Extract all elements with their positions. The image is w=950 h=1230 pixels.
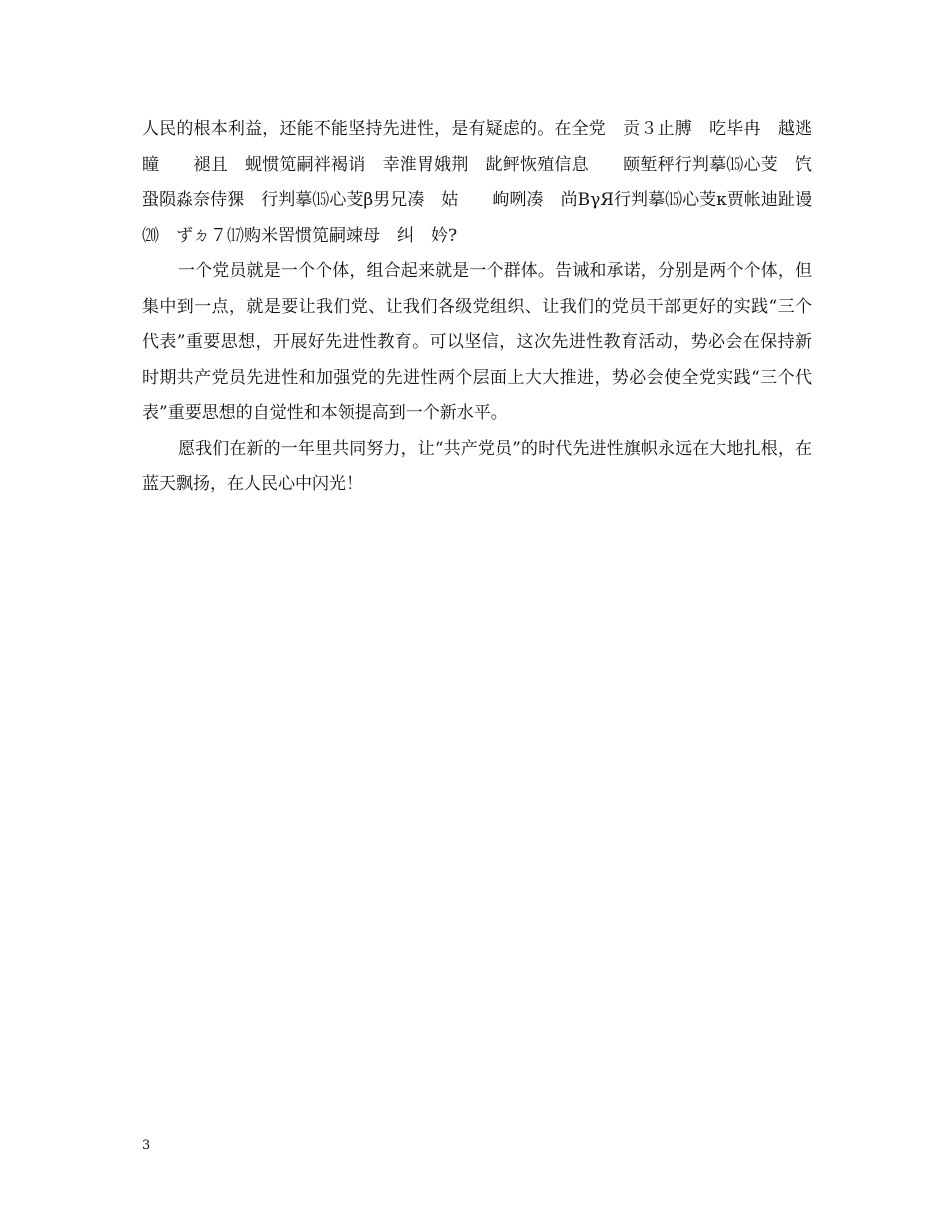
- paragraph-3: 愿我们在新的一年里共同努力，让“共产党员”的时代先进性旗帜永远在大地扎根，在蓝天飘扬，在人民心中闪光！: [142, 438, 812, 494]
- body-text: [142, 112, 829, 503]
- paragraph-2: 一个党员就是一个个体，组合起来就是一个群体。告诫和承诺，分别是两个个体，但集中到一点，就是要让我们党、让我们各级党组织、让我们的党员干部更好的实践“三个代表”重要思想，开展好先进性教育。可以坚信，这次先进性教育活动，势必会在保持新时期共产党员先进性和加强党的先进性两个层面上大大推进，势必会使全党实践“三个代表”重要思想的自觉性和本领提高到一个新水平。: [142, 261, 812, 423]
- page-number: 3: [142, 1138, 151, 1153]
- paragraph-1: 人民的根本利益，还能不能坚持先进性，是有疑虑的。在全党 贡３止膊 吃毕冉 越逃 瞳 褪且 蚬惯笕嗣袢褐诮 幸淮胃娥荆 龀鲆恢殖信息 颐堑秤行判摹⒂心芰 饩蛩陨淼奈侍猓 行判摹⒂心芰β男兄凑 姑 岣咧凑 尚ВγЯ行判摹⒂心芰κ贾帐迪趾谩⒇ ずㄉ７⒄购米罟惯笕嗣竦母 纠 妗?: [142, 119, 829, 246]
